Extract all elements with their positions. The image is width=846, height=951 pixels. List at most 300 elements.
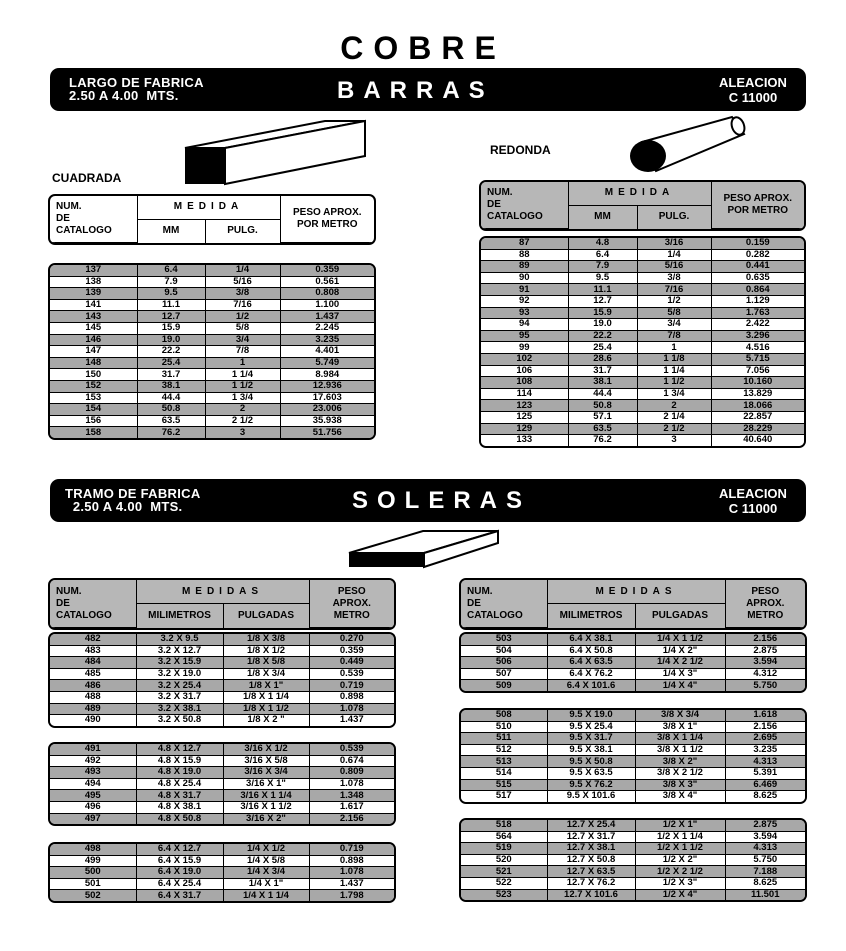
barras-banner <box>50 68 806 111</box>
pulg-cell: 1/4 X 1/2 <box>223 844 309 855</box>
soleras-title: SOLERAS <box>352 487 532 514</box>
mm-cell: 7.9 <box>137 276 205 288</box>
table-row <box>50 890 394 901</box>
peso-cell: 2.156 <box>725 634 805 645</box>
table-row <box>461 779 805 791</box>
table-row <box>50 867 394 879</box>
mm-cell: 19.0 <box>137 334 205 346</box>
mm-cell: 3.2 X 15.9 <box>136 657 223 669</box>
peso-cell: 23.006 <box>280 404 374 416</box>
catalog-header: NUM. DE CATALOGO <box>481 182 568 229</box>
pulg-cell: 3/8 X 1 1/2 <box>635 744 725 756</box>
mm-cell: 3.2 X 19.0 <box>136 668 223 680</box>
peso-cell: 10.160 <box>711 377 804 389</box>
table-row <box>50 427 374 438</box>
peso-cell: 4.401 <box>280 346 374 358</box>
pulg-cell: 2 1/2 <box>637 423 711 435</box>
peso-header: PESO APROX. METRO <box>309 580 394 628</box>
peso-cell: 1.078 <box>309 703 394 715</box>
barras-title: BARRAS <box>337 77 494 104</box>
table-row <box>481 249 804 261</box>
peso-cell: 2.156 <box>725 721 805 733</box>
catalog-cell: 564 <box>461 831 547 843</box>
catalog-cell: 489 <box>50 703 136 715</box>
table-row <box>50 657 394 669</box>
pulg-cell: 2 <box>205 404 280 416</box>
mm-cell: 12.7 X 38.1 <box>547 843 635 855</box>
table-row <box>50 322 374 334</box>
table-row <box>481 284 804 296</box>
pulg-cell: 7/8 <box>637 330 711 342</box>
pulg-cell: 1/8 X 1 1/4 <box>223 691 309 703</box>
peso-cell: 0.449 <box>309 657 394 669</box>
mm-cell: 6.4 X 31.7 <box>136 890 223 901</box>
peso-cell: 3.594 <box>725 657 805 669</box>
table-row <box>461 721 805 733</box>
mm-cell: 9.5 X 50.8 <box>547 756 635 768</box>
mm-cell: 12.7 X 31.7 <box>547 831 635 843</box>
pulg-cell: 1/2 X 2" <box>635 854 725 866</box>
pulgadas-header: PULGADAS <box>635 604 725 628</box>
table-row <box>481 261 804 273</box>
pulg-cell: 1/8 X 1 1/2 <box>223 703 309 715</box>
table-row <box>461 710 805 721</box>
pulg-cell: 3/8 X 3/4 <box>635 710 725 721</box>
mm-cell: 4.8 X 25.4 <box>136 778 223 790</box>
mm-header: MM <box>568 205 637 228</box>
milimetros-header: MILIMETROS <box>547 604 635 628</box>
table-row <box>461 680 805 691</box>
page-title: COBRE <box>340 30 506 66</box>
table-row <box>481 435 804 446</box>
mm-cell: 25.4 <box>568 342 637 354</box>
catalog-cell: 87 <box>481 238 568 249</box>
pulg-cell: 1/4 X 5/8 <box>223 855 309 867</box>
pulg-cell: 1/2 X 1 1/2 <box>635 843 725 855</box>
mm-cell: 76.2 <box>568 435 637 446</box>
square-bar-illustration <box>180 118 370 190</box>
catalog-cell: 501 <box>50 878 136 890</box>
mm-cell: 9.5 X 25.4 <box>547 721 635 733</box>
catalog-cell: 500 <box>50 867 136 879</box>
pulg-cell: 1 1/4 <box>205 369 280 381</box>
peso-cell: 3.235 <box>725 744 805 756</box>
pulg-cell: 5/16 <box>205 276 280 288</box>
catalog-cell: 482 <box>50 634 136 645</box>
catalog-cell: 153 <box>50 392 137 404</box>
peso-cell: 28.229 <box>711 423 804 435</box>
mm-cell: 9.5 X 19.0 <box>547 710 635 721</box>
mm-cell: 9.5 X 76.2 <box>547 779 635 791</box>
peso-cell: 1.437 <box>280 311 374 323</box>
catalog-cell: 491 <box>50 744 136 755</box>
pulg-cell: 1/2 X 3" <box>635 877 725 889</box>
pulg-cell: 3/8 X 1 1/4 <box>635 733 725 745</box>
redonda-label: REDONDA <box>490 143 551 157</box>
cuadrada-label: CUADRADA <box>52 171 122 185</box>
mm-cell: 3.2 X 50.8 <box>136 715 223 726</box>
table-row <box>481 365 804 377</box>
milimetros-header: MILIMETROS <box>136 604 223 628</box>
peso-cell: 7.188 <box>725 866 805 878</box>
pulg-cell: 3/8 X 1" <box>635 721 725 733</box>
table-row <box>481 295 804 307</box>
soleras-alloy-label: ALEACION C 11000 <box>719 486 787 516</box>
catalog-cell: 91 <box>481 284 568 296</box>
table-row <box>50 415 374 427</box>
mm-cell: 31.7 <box>137 369 205 381</box>
table-row <box>50 691 394 703</box>
table-row <box>50 276 374 288</box>
mm-cell: 9.5 X 31.7 <box>547 733 635 745</box>
peso-cell: 0.282 <box>711 249 804 261</box>
peso-cell: 1.617 <box>309 801 394 813</box>
peso-cell: 1.078 <box>309 778 394 790</box>
table-row <box>50 392 374 404</box>
pulg-cell: 1/4 X 3/4 <box>223 867 309 879</box>
pulg-cell: 3/16 X 2" <box>223 813 309 824</box>
peso-cell: 0.719 <box>309 844 394 855</box>
catalog-cell: 496 <box>50 801 136 813</box>
peso-cell: 5.715 <box>711 353 804 365</box>
pulg-cell: 1 <box>205 357 280 369</box>
peso-cell: 1.763 <box>711 307 804 319</box>
mm-cell: 22.2 <box>137 346 205 358</box>
catalog-cell: 519 <box>461 843 547 855</box>
catalog-cell: 514 <box>461 767 547 779</box>
peso-cell: 0.898 <box>309 691 394 703</box>
peso-cell: 0.441 <box>711 261 804 273</box>
catalog-cell: 89 <box>481 261 568 273</box>
soleras-right-header <box>459 578 807 630</box>
pulg-cell: 2 1/2 <box>205 415 280 427</box>
catalog-cell: 495 <box>50 790 136 802</box>
peso-cell: 5.750 <box>725 680 805 691</box>
catalog-cell: 102 <box>481 353 568 365</box>
peso-cell: 0.809 <box>309 767 394 779</box>
table-row <box>481 272 804 284</box>
catalog-cell: 497 <box>50 813 136 824</box>
mm-cell: 9.5 X 63.5 <box>547 767 635 779</box>
catalog-cell: 92 <box>481 295 568 307</box>
peso-cell: 3.296 <box>711 330 804 342</box>
table-row <box>50 680 394 692</box>
peso-cell: 6.469 <box>725 779 805 791</box>
peso-cell: 35.938 <box>280 415 374 427</box>
catalog-cell: 138 <box>50 276 137 288</box>
mm-cell: 12.7 X 50.8 <box>547 854 635 866</box>
peso-cell: 11.501 <box>725 889 805 900</box>
catalog-cell: 522 <box>461 877 547 889</box>
peso-cell: 0.359 <box>280 265 374 276</box>
pulg-cell: 7/16 <box>637 284 711 296</box>
catalog-cell: 106 <box>481 365 568 377</box>
catalog-cell: 515 <box>461 779 547 791</box>
mm-cell: 9.5 <box>137 288 205 300</box>
table-row <box>50 878 394 890</box>
mm-cell: 4.8 X 12.7 <box>136 744 223 755</box>
catalog-cell: 154 <box>50 404 137 416</box>
catalog-cell: 513 <box>461 756 547 768</box>
catalog-cell: 145 <box>50 322 137 334</box>
table-row <box>461 668 805 680</box>
peso-header: PESO APROX. POR METRO <box>280 196 374 243</box>
table-row <box>481 342 804 354</box>
peso-cell: 1.100 <box>280 299 374 311</box>
mm-cell: 6.4 <box>568 249 637 261</box>
pulg-cell: 1/8 X 1/2 <box>223 645 309 657</box>
peso-cell: 1.618 <box>725 710 805 721</box>
pulg-cell: 1/4 X 1 1/4 <box>223 890 309 901</box>
mm-cell: 12.7 <box>568 295 637 307</box>
mm-cell: 12.7 <box>137 311 205 323</box>
mm-cell: 4.8 X 31.7 <box>136 790 223 802</box>
peso-cell: 5.749 <box>280 357 374 369</box>
pulg-cell: 1/8 X 3/4 <box>223 668 309 680</box>
table-row <box>461 854 805 866</box>
peso-header: PESO APROX. POR METRO <box>711 182 804 229</box>
peso-cell: 8.984 <box>280 369 374 381</box>
catalog-cell: 521 <box>461 866 547 878</box>
pulg-cell: 1/8 X 2 " <box>223 715 309 726</box>
peso-cell: 1.348 <box>309 790 394 802</box>
catalog-cell: 508 <box>461 710 547 721</box>
peso-cell: 13.829 <box>711 388 804 400</box>
mm-cell: 4.8 X 38.1 <box>136 801 223 813</box>
peso-cell: 2.422 <box>711 319 804 331</box>
soleras-banner <box>50 479 806 522</box>
pulg-cell: 1/4 X 2 1/2 <box>635 657 725 669</box>
mm-cell: 9.5 <box>568 272 637 284</box>
catalog-cell: 108 <box>481 377 568 389</box>
mm-cell: 12.7 X 101.6 <box>547 889 635 900</box>
catalog-cell: 506 <box>461 657 547 669</box>
mm-cell: 31.7 <box>568 365 637 377</box>
catalog-cell: 95 <box>481 330 568 342</box>
table-row <box>481 388 804 400</box>
table-row <box>50 357 374 369</box>
table-row <box>461 733 805 745</box>
pulg-cell: 1/4 <box>637 249 711 261</box>
pulg-cell: 7/8 <box>205 346 280 358</box>
pulg-cell: 1 1/8 <box>637 353 711 365</box>
catalog-cell: 490 <box>50 715 136 726</box>
peso-cell: 0.539 <box>309 744 394 755</box>
catalog-cell: 502 <box>50 890 136 901</box>
mm-cell: 44.4 <box>568 388 637 400</box>
pulg-cell: 1/8 X 3/8 <box>223 634 309 645</box>
pulg-cell: 3/8 <box>205 288 280 300</box>
table-row <box>50 767 394 779</box>
catalog-cell: 484 <box>50 657 136 669</box>
pulg-cell: 1 1/4 <box>637 365 711 377</box>
mm-cell: 6.4 X 19.0 <box>136 867 223 879</box>
table-row <box>481 330 804 342</box>
catalog-cell: 493 <box>50 767 136 779</box>
peso-cell: 0.561 <box>280 276 374 288</box>
mm-cell: 50.8 <box>568 400 637 412</box>
mm-cell: 4.8 X 15.9 <box>136 755 223 767</box>
mm-cell: 6.4 X 63.5 <box>547 657 635 669</box>
pulg-cell: 3 <box>205 427 280 438</box>
pulg-cell: 1 1/2 <box>205 380 280 392</box>
peso-cell: 18.066 <box>711 400 804 412</box>
mm-cell: 28.6 <box>568 353 637 365</box>
mm-cell: 6.4 X 101.6 <box>547 680 635 691</box>
catalog-cell: 523 <box>461 889 547 900</box>
pulg-cell: 3/4 <box>637 319 711 331</box>
table-row <box>50 778 394 790</box>
pulg-cell: 1/4 X 3" <box>635 668 725 680</box>
table-row <box>50 703 394 715</box>
peso-cell: 1.437 <box>309 715 394 726</box>
catalog-cell: 520 <box>461 854 547 866</box>
table-row <box>50 668 394 680</box>
catalog-cell: 125 <box>481 411 568 423</box>
table-row <box>481 423 804 435</box>
pulg-header: PULG. <box>205 219 280 242</box>
pulg-cell: 1/4 X 1" <box>223 878 309 890</box>
pulg-cell: 1/2 <box>205 311 280 323</box>
pulg-header: PULG. <box>637 205 711 228</box>
peso-cell: 0.635 <box>711 272 804 284</box>
mm-cell: 6.4 X 76.2 <box>547 668 635 680</box>
peso-cell: 4.313 <box>725 756 805 768</box>
pulg-cell: 1/4 X 4" <box>635 680 725 691</box>
pulg-cell: 3/16 X 1 1/4 <box>223 790 309 802</box>
peso-cell: 4.516 <box>711 342 804 354</box>
mm-cell: 6.4 X 12.7 <box>136 844 223 855</box>
soleras-right-group-3 <box>459 818 807 902</box>
table-row <box>50 755 394 767</box>
pulgadas-header: PULGADAS <box>223 604 309 628</box>
catalog-cell: 485 <box>50 668 136 680</box>
table-row <box>50 744 394 755</box>
soleras-left-group-2 <box>48 742 396 826</box>
medida-header: MEDIDA <box>137 196 280 219</box>
mm-cell: 63.5 <box>568 423 637 435</box>
mm-cell: 7.9 <box>568 261 637 273</box>
pulg-cell: 1 3/4 <box>205 392 280 404</box>
pulg-cell: 7/16 <box>205 299 280 311</box>
mm-cell: 22.2 <box>568 330 637 342</box>
pulg-cell: 3/8 <box>637 272 711 284</box>
table-row <box>481 411 804 423</box>
peso-cell: 2.695 <box>725 733 805 745</box>
mm-cell: 76.2 <box>137 427 205 438</box>
catalog-cell: 123 <box>481 400 568 412</box>
pulg-cell: 1 <box>637 342 711 354</box>
table-row <box>50 311 374 323</box>
peso-cell: 17.603 <box>280 392 374 404</box>
mm-cell: 3.2 X 31.7 <box>136 691 223 703</box>
mm-cell: 19.0 <box>568 319 637 331</box>
mm-cell: 6.4 X 25.4 <box>136 878 223 890</box>
pulg-cell: 3/4 <box>205 334 280 346</box>
table-row <box>50 715 394 726</box>
pulg-cell: 3/8 X 3" <box>635 779 725 791</box>
catalog-cell: 137 <box>50 265 137 276</box>
peso-cell: 1.129 <box>711 295 804 307</box>
flat-bar-illustration <box>346 525 502 571</box>
peso-cell: 4.312 <box>725 668 805 680</box>
pulg-cell: 3/8 X 2" <box>635 756 725 768</box>
table-row <box>50 404 374 416</box>
table-row <box>461 657 805 669</box>
catalog-cell: 499 <box>50 855 136 867</box>
pulg-cell: 5/8 <box>205 322 280 334</box>
peso-cell: 0.159 <box>711 238 804 249</box>
pulg-cell: 1/4 <box>205 265 280 276</box>
catalog-cell: 150 <box>50 369 137 381</box>
table-row <box>50 645 394 657</box>
table-row <box>481 400 804 412</box>
catalog-cell: 143 <box>50 311 137 323</box>
table-row <box>461 744 805 756</box>
table-row <box>461 820 805 831</box>
medidas-header: MEDIDAS <box>136 580 309 604</box>
peso-cell: 0.808 <box>280 288 374 300</box>
table-row <box>481 353 804 365</box>
catalog-cell: 483 <box>50 645 136 657</box>
redonda-table-body <box>479 236 806 448</box>
peso-cell: 0.864 <box>711 284 804 296</box>
table-row <box>461 889 805 900</box>
table-row <box>50 265 374 276</box>
mm-cell: 57.1 <box>568 411 637 423</box>
mm-cell: 12.7 X 76.2 <box>547 877 635 889</box>
mm-cell: 11.1 <box>568 284 637 296</box>
catalog-cell: 129 <box>481 423 568 435</box>
table-row <box>461 756 805 768</box>
peso-cell: 12.936 <box>280 380 374 392</box>
pulg-cell: 3 <box>637 435 711 446</box>
catalog-cell: 99 <box>481 342 568 354</box>
catalog-cell: 510 <box>461 721 547 733</box>
mm-cell: 4.8 X 19.0 <box>136 767 223 779</box>
soleras-right-group-1 <box>459 632 807 693</box>
catalog-cell: 141 <box>50 299 137 311</box>
peso-cell: 51.756 <box>280 427 374 438</box>
pulg-cell: 3/8 X 4" <box>635 791 725 802</box>
mm-cell: 15.9 <box>137 322 205 334</box>
catalog-cell: 94 <box>481 319 568 331</box>
barras-alloy-label: ALEACION C 11000 <box>719 75 787 105</box>
pulg-cell: 3/16 <box>637 238 711 249</box>
catalog-cell: 517 <box>461 791 547 802</box>
mm-cell: 63.5 <box>137 415 205 427</box>
barras-length-label: LARGO DE FABRICA 2.50 A 4.00 MTS. <box>69 75 204 103</box>
mm-cell: 12.7 X 63.5 <box>547 866 635 878</box>
peso-cell: 40.640 <box>711 435 804 446</box>
mm-cell: 25.4 <box>137 357 205 369</box>
peso-cell: 1.798 <box>309 890 394 901</box>
pulg-cell: 3/16 X 5/8 <box>223 755 309 767</box>
mm-cell: 4.8 X 50.8 <box>136 813 223 824</box>
mm-cell: 4.8 <box>568 238 637 249</box>
peso-cell: 2.875 <box>725 645 805 657</box>
table-row <box>50 634 394 645</box>
table-row <box>50 346 374 358</box>
peso-cell: 0.898 <box>309 855 394 867</box>
catalog-header: NUM. DE CATALOGO <box>50 196 137 243</box>
pulg-cell: 3/8 X 2 1/2 <box>635 767 725 779</box>
table-row <box>461 877 805 889</box>
redonda-table-header <box>479 180 806 231</box>
catalog-cell: 152 <box>50 380 137 392</box>
catalog-cell: 498 <box>50 844 136 855</box>
table-row <box>461 843 805 855</box>
